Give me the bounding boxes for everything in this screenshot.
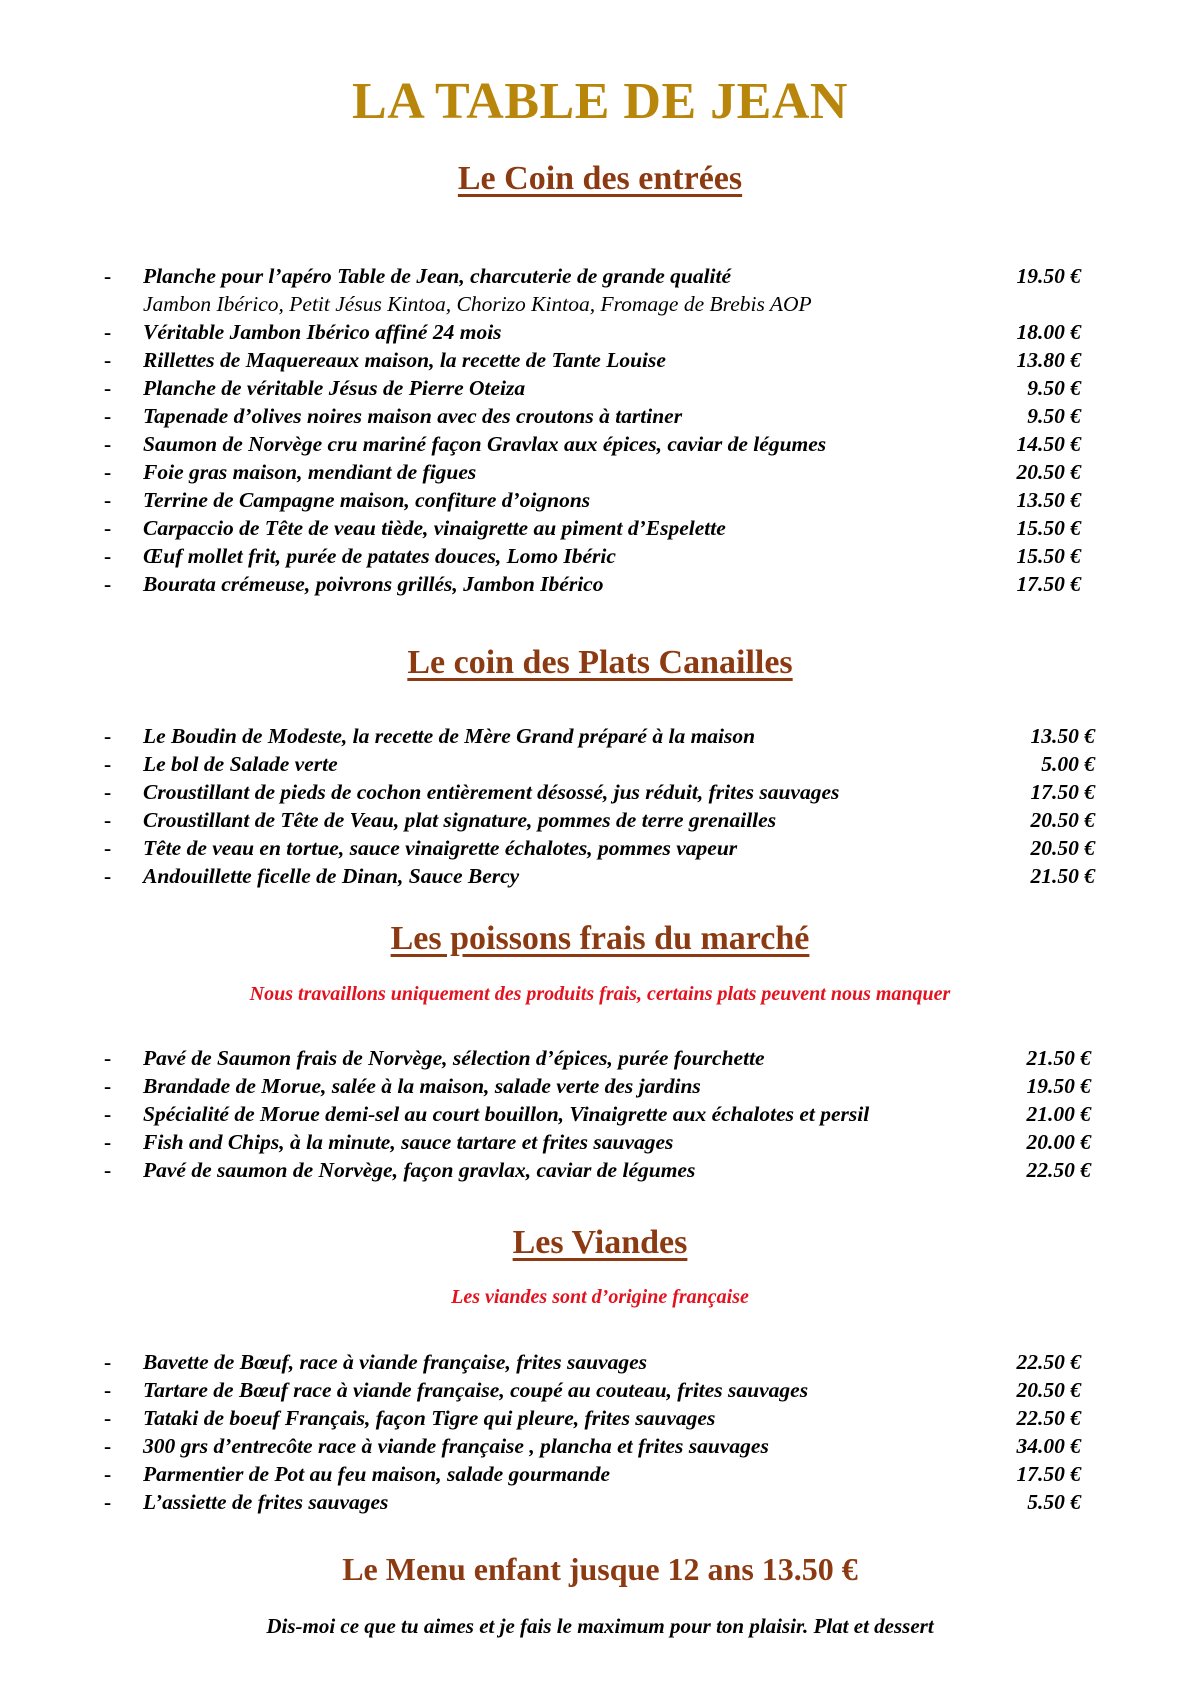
menu-item — [0, 318, 1200, 346]
menu-item — [0, 374, 1200, 402]
section-heading-plats-canailles: Le coin des Plats Canailles — [407, 644, 793, 681]
item-price: 21.00 € — [1026, 1102, 1091, 1126]
item-bullet: - — [104, 1378, 112, 1402]
menu-item — [0, 1432, 1200, 1460]
item-price: 22.50 € — [1016, 1406, 1081, 1430]
item-bullet: - — [104, 780, 112, 804]
item-name: Brandade de Morue, salée à la maison, salade verte des jardins — [143, 1074, 701, 1098]
item-price: 14.50 € — [1016, 432, 1081, 456]
section-heading-poissons: Les poissons frais du marché — [390, 920, 810, 957]
item-bullet: - — [104, 1102, 112, 1126]
menu-item — [0, 806, 1200, 834]
item-price: 20.50 € — [1016, 460, 1081, 484]
item-price: 13.50 € — [1016, 488, 1081, 512]
menu-item — [0, 262, 1200, 290]
item-name: Rillettes de Maquereaux maison, la recette de Tante Louise — [143, 348, 666, 372]
menu-item — [0, 1488, 1200, 1516]
menu-item — [0, 486, 1200, 514]
item-name: Le Boudin de Modeste, la recette de Mère Grand préparé à la maison — [143, 724, 756, 748]
item-name: Foie gras maison, mendiant de figues — [143, 460, 477, 484]
menu-item — [0, 862, 1200, 890]
item-detail: Jambon Ibérico, Petit Jésus Kintoa, Chorizo Kintoa, Fromage de Brebis AOP — [143, 292, 812, 316]
item-name: Tête de veau en tortue, sauce vinaigrette échalotes, pommes vapeur — [143, 836, 738, 860]
item-name: Croustillant de Tête de Veau, plat signature, pommes de terre grenailles — [143, 808, 777, 832]
item-name: Carpaccio de Tête de veau tiède, vinaigrette au piment d’Espelette — [143, 516, 726, 540]
item-price: 15.50 € — [1016, 516, 1081, 540]
menu-item — [0, 1044, 1200, 1072]
section-heading-viandes: Les Viandes — [512, 1224, 688, 1261]
item-name: Bavette de Bœuf, race à viande française, frites sauvages — [143, 1350, 647, 1374]
item-bullet: - — [104, 1462, 112, 1486]
item-bullet: - — [104, 544, 112, 568]
item-price: 13.80 € — [1016, 348, 1081, 372]
item-bullet: - — [104, 572, 112, 596]
item-price: 19.50 € — [1026, 1074, 1091, 1098]
item-name: Parmentier de Pot au feu maison, salade gourmande — [143, 1462, 611, 1486]
item-price: 17.50 € — [1016, 1462, 1081, 1486]
menu-item — [0, 542, 1200, 570]
item-bullet: - — [104, 1434, 112, 1458]
item-name: Œuf mollet frit, purée de patates douces, Lomo Ibéric — [143, 544, 616, 568]
menu-item — [0, 1128, 1200, 1156]
item-price: 19.50 € — [1016, 264, 1081, 288]
item-name: Terrine de Campagne maison, confiture d’oignons — [143, 488, 591, 512]
item-name: Croustillant de pieds de cochon entièrement désossé, jus réduit, frites sauvages — [143, 780, 840, 804]
item-price: 13.50 € — [1030, 724, 1095, 748]
menu-item — [0, 1376, 1200, 1404]
item-bullet: - — [104, 836, 112, 860]
item-name: Andouillette ficelle de Dinan, Sauce Bercy — [143, 864, 520, 888]
item-bullet: - — [104, 516, 112, 540]
item-name: Fish and Chips, à la minute, sauce tartare et frites sauvages — [143, 1130, 674, 1154]
item-price: 17.50 € — [1016, 572, 1081, 596]
item-bullet: - — [104, 1130, 112, 1154]
viandes-list — [0, 1348, 1200, 1516]
item-bullet: - — [104, 1046, 112, 1070]
item-price: 20.50 € — [1030, 808, 1095, 832]
item-price: 20.00 € — [1026, 1130, 1091, 1154]
item-price: 34.00 € — [1016, 1434, 1081, 1458]
item-bullet: - — [104, 320, 112, 344]
item-price: 21.50 € — [1026, 1046, 1091, 1070]
item-price: 22.50 € — [1026, 1158, 1091, 1182]
menu-item — [0, 1404, 1200, 1432]
menu-item — [0, 722, 1200, 750]
item-price: 21.50 € — [1030, 864, 1095, 888]
item-bullet: - — [104, 1350, 112, 1374]
item-bullet: - — [104, 432, 112, 456]
item-name: Saumon de Norvège cru mariné façon Gravlax aux épices, caviar de légumes — [143, 432, 827, 456]
item-name: Pavé de saumon de Norvège, façon gravlax, caviar de légumes — [143, 1158, 696, 1182]
menu-item — [0, 514, 1200, 542]
menu-item — [0, 1348, 1200, 1376]
item-price: 5.00 € — [1041, 752, 1095, 776]
menu-item — [0, 570, 1200, 598]
item-name: Bourata crémeuse, poivrons grillés, Jambon Ibérico — [143, 572, 604, 596]
item-detail-row — [0, 290, 1200, 318]
item-name: Véritable Jambon Ibérico affiné 24 mois — [143, 320, 502, 344]
menu-item — [0, 1072, 1200, 1100]
item-name: 300 grs d’entrecôte race à viande française , plancha et frites sauvages — [143, 1434, 769, 1458]
item-bullet: - — [104, 460, 112, 484]
item-bullet: - — [104, 488, 112, 512]
item-bullet: - — [104, 348, 112, 372]
menu-item — [0, 346, 1200, 374]
item-bullet: - — [104, 864, 112, 888]
item-bullet: - — [104, 1074, 112, 1098]
menu-item — [0, 1460, 1200, 1488]
item-bullet: - — [104, 1406, 112, 1430]
item-bullet: - — [104, 808, 112, 832]
menu-item — [0, 458, 1200, 486]
item-price: 20.50 € — [1030, 836, 1095, 860]
plats-canailles-list — [0, 722, 1200, 890]
poissons-list — [0, 1044, 1200, 1184]
item-price: 20.50 € — [1016, 1378, 1081, 1402]
menu-item — [0, 750, 1200, 778]
item-name: Le bol de Salade verte — [143, 752, 338, 776]
item-price: 9.50 € — [1027, 376, 1081, 400]
item-bullet: - — [104, 752, 112, 776]
kids-menu-title: Le Menu enfant jusque 12 ans 13.50 € — [342, 1551, 858, 1587]
menu-item — [0, 778, 1200, 806]
item-bullet: - — [104, 1158, 112, 1182]
item-price: 15.50 € — [1016, 544, 1081, 568]
poissons-note: Nous travaillons uniquement des produits frais, certains plats peuvent nous manquer — [249, 983, 951, 1005]
item-bullet: - — [104, 264, 112, 288]
entrees-list — [0, 262, 1200, 598]
item-bullet: - — [104, 724, 112, 748]
item-bullet: - — [104, 1490, 112, 1514]
item-bullet: - — [104, 404, 112, 428]
item-price: 5.50 € — [1027, 1490, 1081, 1514]
item-price: 17.50 € — [1030, 780, 1095, 804]
menu-item — [0, 834, 1200, 862]
item-price: 18.00 € — [1016, 320, 1081, 344]
item-bullet: - — [104, 376, 112, 400]
menu-item — [0, 430, 1200, 458]
item-price: 9.50 € — [1027, 404, 1081, 428]
menu-item — [0, 1156, 1200, 1184]
kids-menu-note: Dis-moi ce que tu aimes et je fais le maximum pour ton plaisir. Plat et dessert — [266, 1614, 934, 1638]
item-name: Planche pour l’apéro Table de Jean, charcuterie de grande qualité — [143, 264, 732, 288]
item-name: L’assiette de frites sauvages — [143, 1490, 389, 1514]
menu-item — [0, 1100, 1200, 1128]
item-price: 22.50 € — [1016, 1350, 1081, 1374]
menu-item — [0, 402, 1200, 430]
viandes-note: Les viandes sont d’origine française — [451, 1286, 749, 1308]
item-name: Spécialité de Morue demi-sel au court bouillon, Vinaigrette aux échalotes et persil — [143, 1102, 870, 1126]
item-name: Tataki de boeuf Français, façon Tigre qui pleure, frites sauvages — [143, 1406, 716, 1430]
item-name: Tapenade d’olives noires maison avec des croutons à tartiner — [143, 404, 683, 428]
item-name: Tartare de Bœuf race à viande française, coupé au couteau, frites sauvages — [143, 1378, 809, 1402]
restaurant-title: LA TABLE DE JEAN — [352, 73, 848, 130]
section-heading-entrees: Le Coin des entrées — [457, 160, 743, 197]
item-name: Pavé de Saumon frais de Norvège, sélection d’épices, purée fourchette — [143, 1046, 765, 1070]
item-name: Planche de véritable Jésus de Pierre Oteiza — [143, 376, 526, 400]
